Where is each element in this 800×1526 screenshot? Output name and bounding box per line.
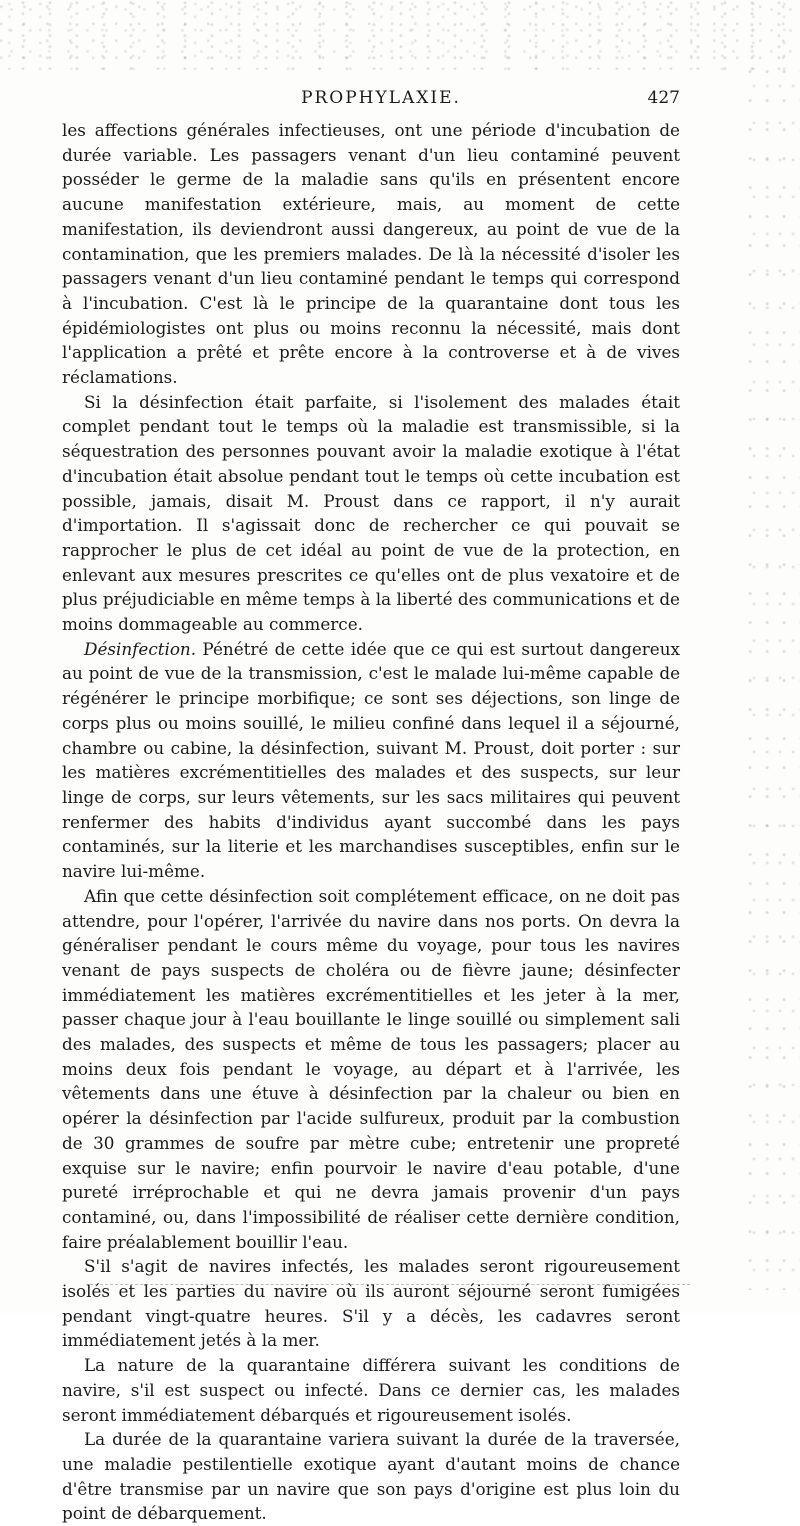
section-heading: Désinfection. bbox=[84, 638, 197, 659]
paragraph: Si la désinfection était parfaite, si l'isolement des malades était complet pendant tout le temps où la maladie est transmissible, si la séquestration des personnes pouvant avoir la maladie exotique à l'état d'incubation était absolue pendant tout le temps où cette incubation est possible, jamais, disait M. Proust dans ce rapport, il n'y aurait d'importation. Il s'agissait donc de rechercher ce qui pouvait se rapprocher le plus de cet idéal au point de vue de la protection, en enlevant aux mesures prescrites ce qu'elles ont de plus vexatoire et de plus préjudiciable en même temps à la liberté des communications et de moins dommageable au commerce. bbox=[62, 391, 680, 635]
footer-rule bbox=[90, 1284, 690, 1285]
paragraph: La durée de la quarantaine variera suivant la durée de la traversée, une maladie pestilentielle exotique ayant d'autant moins de chance d'être transmise par un navire que son pays d'origine est plus loin du point de débarquement. bbox=[62, 1429, 680, 1524]
scan-noise-top bbox=[0, 0, 800, 70]
page-header bbox=[62, 88, 680, 112]
scan-noise-right bbox=[745, 60, 800, 1290]
paragraph: S'il s'agit de navires infectés, les malades seront rigoureusement isolés et les parties du navire où ils auront séjourné seront fumigées pendant vingt-quatre heures. S'il y a décès, les cadavres seront immédiatement jetés à la mer. bbox=[62, 1256, 680, 1351]
paragraph: les affections générales infectieuses, ont une période d'incubation de durée variable. Les passagers venant d'un lieu contaminé peuvent posséder le germe de la maladie sans qu'ils en présentent encore aucune manifestation extérieure, mais, au moment de cette manifestation, ils deviendront aussi dangereux, au point de vue de la contamination, que les premiers malades. De là la nécessité d'isoler les passagers venant d'un lieu contaminé pendant le temps qui correspond à l'incubation. C'est là le principe de la quarantaine dont tous les épidémiologistes ont plus ou moins reconnu la nécessité, mais dont l'application a prêté et prête encore à la controverse et à de vives réclamations. bbox=[62, 120, 680, 388]
body-text bbox=[62, 118, 680, 1526]
paragraph: La nature de la quarantaine différera suivant les conditions de navire, s'il est suspect ou infecté. Dans ce dernier cas, les malades seront immédiatement débarqués et rigoureusement isolés. bbox=[62, 1355, 680, 1425]
paragraph: Afin que cette désinfection soit complétement efficace, on ne doit pas attendre, pour l'opérer, l'arrivée du navire dans nos ports. On devra la généraliser pendant le cours même du voyage, pour tous les navires venant de pays suspects de choléra ou de fièvre jaune; désinfecter immédiatement les matières excrémentitielles et les jeter à la mer, passer chaque jour à l'eau bouillante le linge souillé ou simplement sali des malades, des suspects et même de tous les passagers; placer au moins deux fois pendant le voyage, au départ et à l'arrivée, les vêtements dans une étuve à désinfection par la chaleur ou bien en opérer la désinfection par l'acide sulfureux, produit par la combustion de 30 grammes de soufre par mètre cube; entretenir une propreté exquise sur le navire; enfin pourvoir le navire d'eau potable, d'une pureté irréprochable et qui ne devra jamais provenir d'un pays contaminé, ou, dans l'impossibilité de réaliser cette dernière condition, faire préalablement bouillir l'eau. bbox=[62, 885, 680, 1252]
running-title: PROPHYLAXIE. bbox=[301, 88, 461, 108]
paragraph-text: Pénétré de cette idée que ce qui est surtout dangereux au point de vue de la transmission, c'est le malade lui-même capable de régénérer le principe morbifique; ce sont ses déjections, son linge de corps plus ou moins souillé, le milieu confiné dans lequel il a séjourné, chambre ou cabine, la désinfection, suivant M. Proust, doit porter : sur les matières excrémentitielles des malades et des suspects, sur leur linge de corps, sur leurs vêtements, sur les sacs militaires qui peuvent renfermer des habits d'individus ayant succombé dans les pays contaminés, sur la literie et les marchandises susceptibles, enfin sur le navire lui-même. bbox=[62, 638, 680, 882]
paragraph-desinfection bbox=[62, 637, 680, 884]
page-number: 427 bbox=[647, 88, 680, 108]
